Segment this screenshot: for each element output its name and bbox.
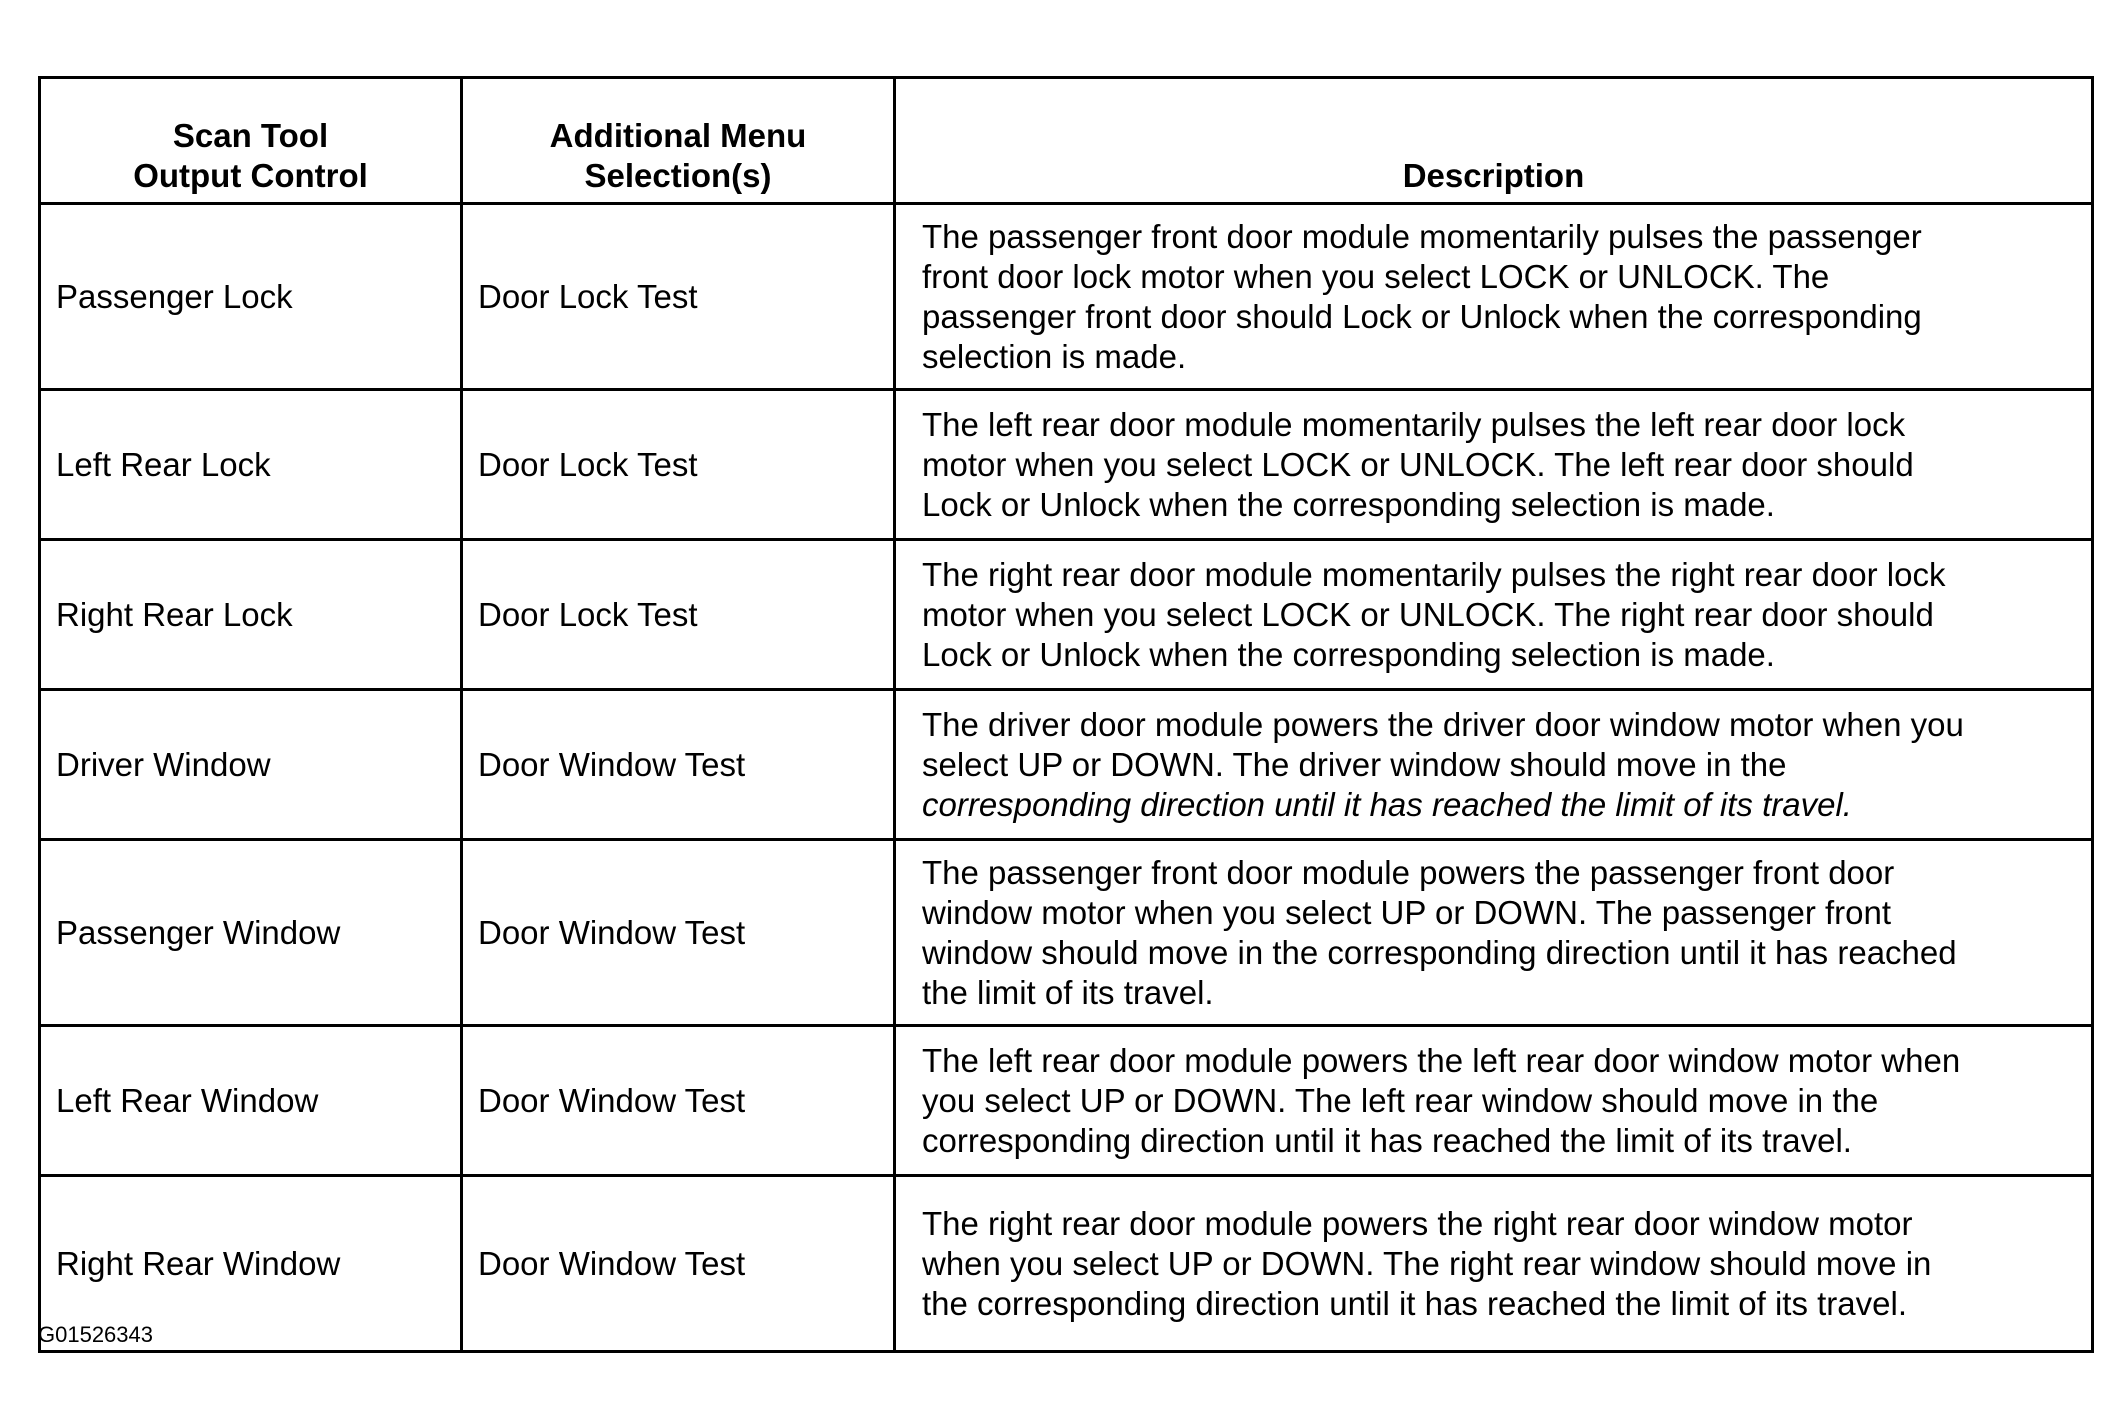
description-line: The passenger front door module momentarily pulses the passenger	[922, 217, 1922, 255]
table-row	[40, 390, 2093, 540]
menu-selection-cell: Door Window Test	[462, 840, 895, 1026]
description-line: The driver door module powers the driver door window motor when you	[922, 705, 1964, 743]
menu-selection-cell: Door Window Test	[462, 1026, 895, 1176]
output-control-cell: Passenger Lock	[40, 204, 462, 390]
description-line: The left rear door module powers the left rear door window motor when	[922, 1041, 1961, 1079]
description-cell	[895, 204, 2093, 390]
description-line: when you select UP or DOWN. The right rear window should move in	[922, 1244, 1932, 1282]
figure-id: G01526343	[38, 1322, 153, 1347]
description-cell	[895, 1026, 2093, 1176]
output-control-table	[38, 76, 2094, 1353]
description-line: you select UP or DOWN. The left rear window should move in the	[922, 1081, 1879, 1119]
description-cell	[895, 690, 2093, 840]
table-row	[40, 204, 2093, 390]
menu-selection-cell: Door Window Test	[462, 1176, 895, 1352]
description-cell	[895, 840, 2093, 1026]
output-control-cell: Right Rear Window	[40, 1176, 462, 1352]
header-menu-selection-line2: Selection(s)	[584, 157, 772, 194]
description-line: the corresponding direction until it has reached the limit of its travel.	[922, 1284, 1908, 1322]
menu-selection-cell: Door Lock Test	[462, 540, 895, 690]
description-cell	[895, 1176, 2093, 1352]
description-line: corresponding direction until it has reached the limit of its travel.	[922, 1121, 1852, 1159]
description-line: window should move in the corresponding direction until it has reached	[922, 933, 1957, 971]
header-row	[40, 78, 2093, 204]
menu-selection-cell: Door Window Test	[462, 690, 895, 840]
description-line: Lock or Unlock when the corresponding selection is made.	[922, 635, 1775, 673]
description-line: select UP or DOWN. The driver window should move in the	[922, 745, 1787, 783]
description-line: motor when you select LOCK or UNLOCK. The right rear door should	[922, 595, 1934, 633]
output-control-cell: Driver Window	[40, 690, 462, 840]
output-control-cell: Passenger Window	[40, 840, 462, 1026]
description-line: motor when you select LOCK or UNLOCK. The left rear door should	[922, 445, 1914, 483]
menu-selection-cell: Door Lock Test	[462, 204, 895, 390]
description-line: Lock or Unlock when the corresponding selection is made.	[922, 485, 1775, 523]
description-line: passenger front door should Lock or Unlock when the corresponding	[922, 297, 1922, 335]
table-row	[40, 1026, 2093, 1176]
header-output-control-line2: Output Control	[133, 157, 368, 194]
description-cell	[895, 540, 2093, 690]
output-control-cell: Left Rear Lock	[40, 390, 462, 540]
description-line: window motor when you select UP or DOWN. The passenger front	[922, 893, 1892, 931]
description-line: front door lock motor when you select LOCK or UNLOCK. The	[922, 257, 1830, 295]
table-row	[40, 840, 2093, 1026]
header-menu-selection	[462, 78, 895, 204]
header-menu-selection-line1: Additional Menu	[549, 117, 807, 154]
description-line: The right rear door module powers the right rear door window motor	[922, 1204, 1913, 1242]
description-line: The left rear door module momentarily pulses the left rear door lock	[922, 405, 1906, 443]
description-line: corresponding direction until it has reached the limit of its travel.	[922, 785, 1852, 823]
description-cell	[895, 390, 2093, 540]
description-line: the limit of its travel.	[922, 973, 1214, 1011]
table-row	[40, 690, 2093, 840]
output-control-cell: Right Rear Lock	[40, 540, 462, 690]
description-line: selection is made.	[922, 337, 1187, 375]
header-output-control-line1: Scan Tool	[172, 117, 329, 154]
table-row	[40, 540, 2093, 690]
description-line: The passenger front door module powers the passenger front door	[922, 853, 1895, 891]
table-row	[40, 1176, 2093, 1352]
header-description: Description	[895, 78, 2093, 204]
header-output-control	[40, 78, 462, 204]
menu-selection-cell: Door Lock Test	[462, 390, 895, 540]
description-line: The right rear door module momentarily pulses the right rear door lock	[922, 555, 1946, 593]
output-control-cell: Left Rear Window	[40, 1026, 462, 1176]
